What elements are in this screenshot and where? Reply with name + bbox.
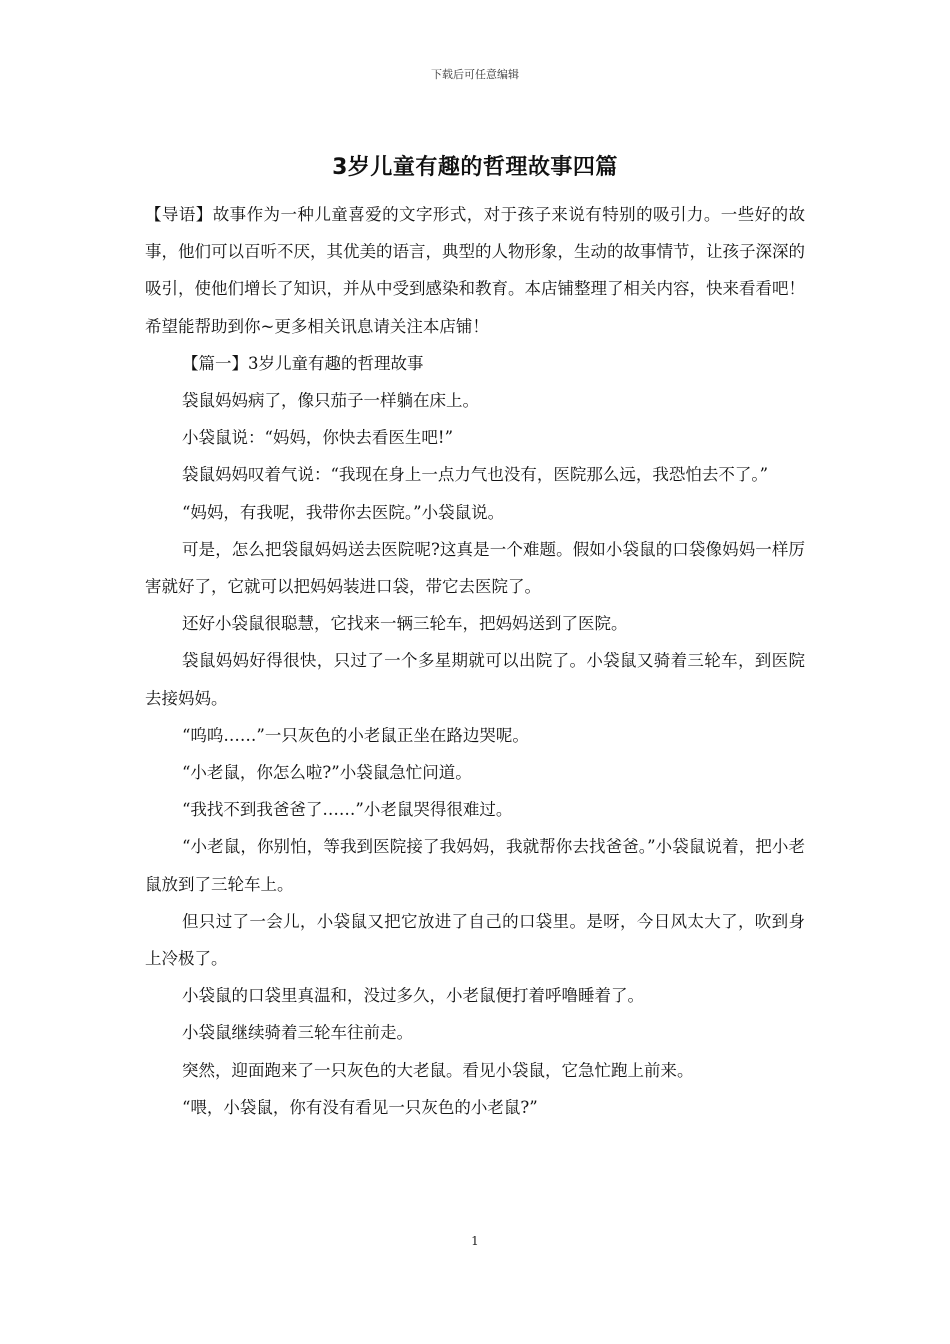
document-body — [145, 196, 805, 1126]
document-title: 3岁儿童有趣的哲理故事四篇 — [332, 155, 618, 180]
body-paragraph: 小袋鼠说：“妈妈，你快去看医生吧!” — [182, 428, 454, 448]
section-heading: 【篇一】3岁儿童有趣的哲理故事 — [182, 353, 424, 373]
body-paragraph: “小老鼠，你怎么啦?”小袋鼠急忙问道。 — [182, 763, 472, 783]
body-paragraph: 突然，迎面跑来了一只灰色的大老鼠。看见小袋鼠，它急忙跑上前来。 — [182, 1060, 694, 1080]
body-paragraph: 但只过了一会儿，小袋鼠又把它放进了自己的口袋里。是呀，今日风太大了，吹到身上冷极了。 — [145, 911, 805, 969]
body-paragraph: “呜呜……”一只灰色的小老鼠正坐在路边哭呢。 — [182, 725, 529, 745]
body-paragraph: 袋鼠妈妈好得很快，只过了一个多星期就可以出院了。小袋鼠又骑着三轮车，到医院去接妈妈。 — [145, 651, 805, 708]
body-paragraph: 小袋鼠的口袋里真温和，没过多久，小老鼠便打着呼噜睡着了。 — [182, 986, 644, 1006]
body-paragraph: “喂，小袋鼠，你有没有看见一只灰色的小老鼠?” — [182, 1097, 538, 1117]
body-paragraph: 小袋鼠继续骑着三轮车往前走。 — [182, 1023, 413, 1043]
intro-paragraph: 【导语】故事作为一种儿童喜爱的文字形式，对于孩子来说有特别的吸引力。一些好的故事，他们可以百听不厌，其优美的语言，典型的人物形象，生动的故事情节，让孩子深深的吸引，使他们增长了知识，并从中受到感染和教育。本店铺整理了相关内容，快来看看吧！希望能帮助到你~更多相关讯息请关注本店铺！ — [145, 205, 805, 336]
body-paragraph: 还好小袋鼠很聪慧，它找来一辆三轮车，把妈妈送到了医院。 — [182, 614, 628, 634]
body-paragraph: 袋鼠妈妈叹着气说：“我现在身上一点力气也没有，医院那么远，我恐怕去不了。” — [182, 465, 769, 485]
page-number: 1 — [471, 1234, 479, 1248]
page-header: 下载后可任意编辑 — [431, 68, 519, 81]
body-paragraph: “我找不到我爸爸了……”小老鼠哭得很难过。 — [182, 800, 513, 820]
body-paragraph: “小老鼠，你别怕，等我到医院接了我妈妈，我就帮你去找爸爸。”小袋鼠说着，把小老鼠放到了三轮车上。 — [145, 837, 805, 894]
body-paragraph: 可是，怎么把袋鼠妈妈送去医院呢?这真是一个难题。假如小袋鼠的口袋像妈妈一样厉害就好了，它就可以把妈妈装进口袋，带它去医院了。 — [145, 539, 805, 597]
body-paragraph: 袋鼠妈妈病了，像只茄子一样躺在床上。 — [182, 391, 479, 411]
body-paragraph: “妈妈，有我呢，我带你去医院。”小袋鼠说。 — [182, 502, 505, 522]
